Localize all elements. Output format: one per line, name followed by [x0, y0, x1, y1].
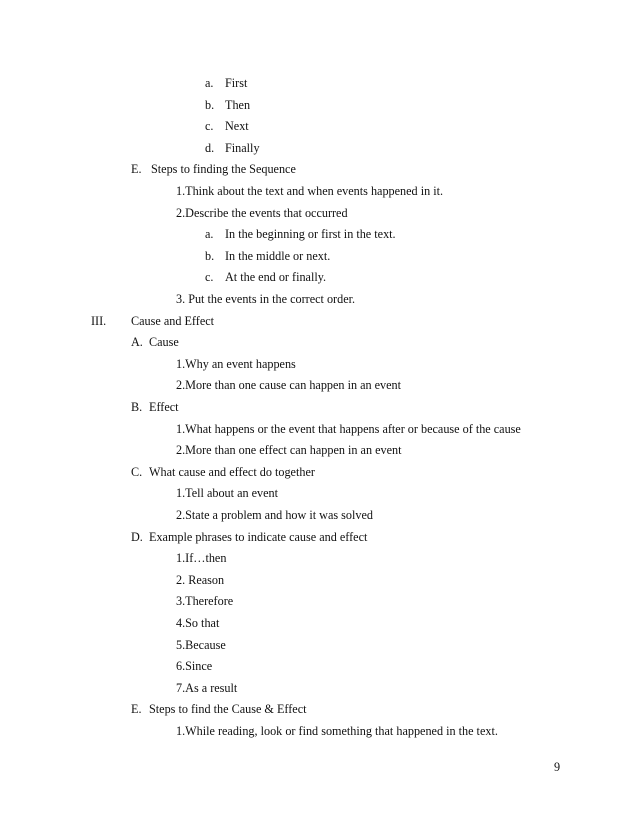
subsection-marker: E.	[131, 702, 142, 716]
list-marker: b.	[205, 249, 215, 263]
list-item: 2. Reason	[176, 573, 225, 587]
list-item: At the end or finally.	[225, 270, 327, 284]
section-marker: E.	[131, 162, 142, 176]
list-item: 5.Because	[176, 638, 226, 652]
list-item: 6.Since	[176, 659, 213, 673]
list-item: 1.What happens or the event that happens after or because of the cause	[176, 422, 521, 436]
list-item: In the beginning or first in the text.	[225, 227, 396, 241]
list-item: 2.State a problem and how it was solved	[176, 508, 373, 522]
list-item: 3.Therefore	[176, 594, 234, 608]
list-marker: a.	[205, 227, 214, 241]
subsection-marker: D.	[131, 530, 143, 544]
list-item: Next	[225, 119, 249, 133]
section-heading: Cause and Effect	[131, 314, 215, 328]
list-item: 1.Think about the text and when events happened in it.	[176, 184, 444, 198]
page-number: 9	[554, 760, 561, 774]
list-item: 2.More than one cause can happen in an event	[176, 378, 402, 392]
list-marker: c.	[205, 270, 214, 284]
list-marker: b.	[205, 98, 215, 112]
subsection-heading: Cause	[149, 335, 179, 349]
list-item: 2.More than one effect can happen in an event	[176, 443, 402, 457]
list-item: In the middle or next.	[225, 249, 331, 263]
subsection-heading: Example phrases to indicate cause and effect	[149, 530, 368, 544]
list-item: 2.Describe the events that occurred	[176, 206, 348, 220]
list-marker: c.	[205, 119, 214, 133]
list-item: Finally	[225, 141, 260, 155]
subsection-heading: Steps to find the Cause & Effect	[149, 702, 307, 716]
list-item: 1.If…then	[176, 551, 227, 565]
subsection-heading: Effect	[149, 400, 179, 414]
subsection-marker: B.	[131, 400, 143, 414]
list-item: 4.So that	[176, 616, 220, 630]
list-item: 1.Tell about an event	[176, 486, 279, 500]
list-marker: a.	[205, 76, 214, 90]
subsection-marker: A.	[131, 335, 143, 349]
section-heading: Steps to finding the Sequence	[151, 162, 296, 176]
subsection-marker: C.	[131, 465, 143, 479]
list-item: 1.Why an event happens	[176, 357, 296, 371]
list-item: First	[225, 76, 248, 90]
list-item: 3. Put the events in the correct order.	[176, 292, 356, 306]
section-marker: III.	[91, 314, 107, 328]
subsection-heading: What cause and effect do together	[149, 465, 315, 479]
list-item: Then	[225, 98, 251, 112]
list-item: 1.While reading, look or find something that happened in the text.	[176, 724, 498, 738]
list-marker: d.	[205, 141, 215, 155]
list-item: 7.As a result	[176, 681, 238, 695]
